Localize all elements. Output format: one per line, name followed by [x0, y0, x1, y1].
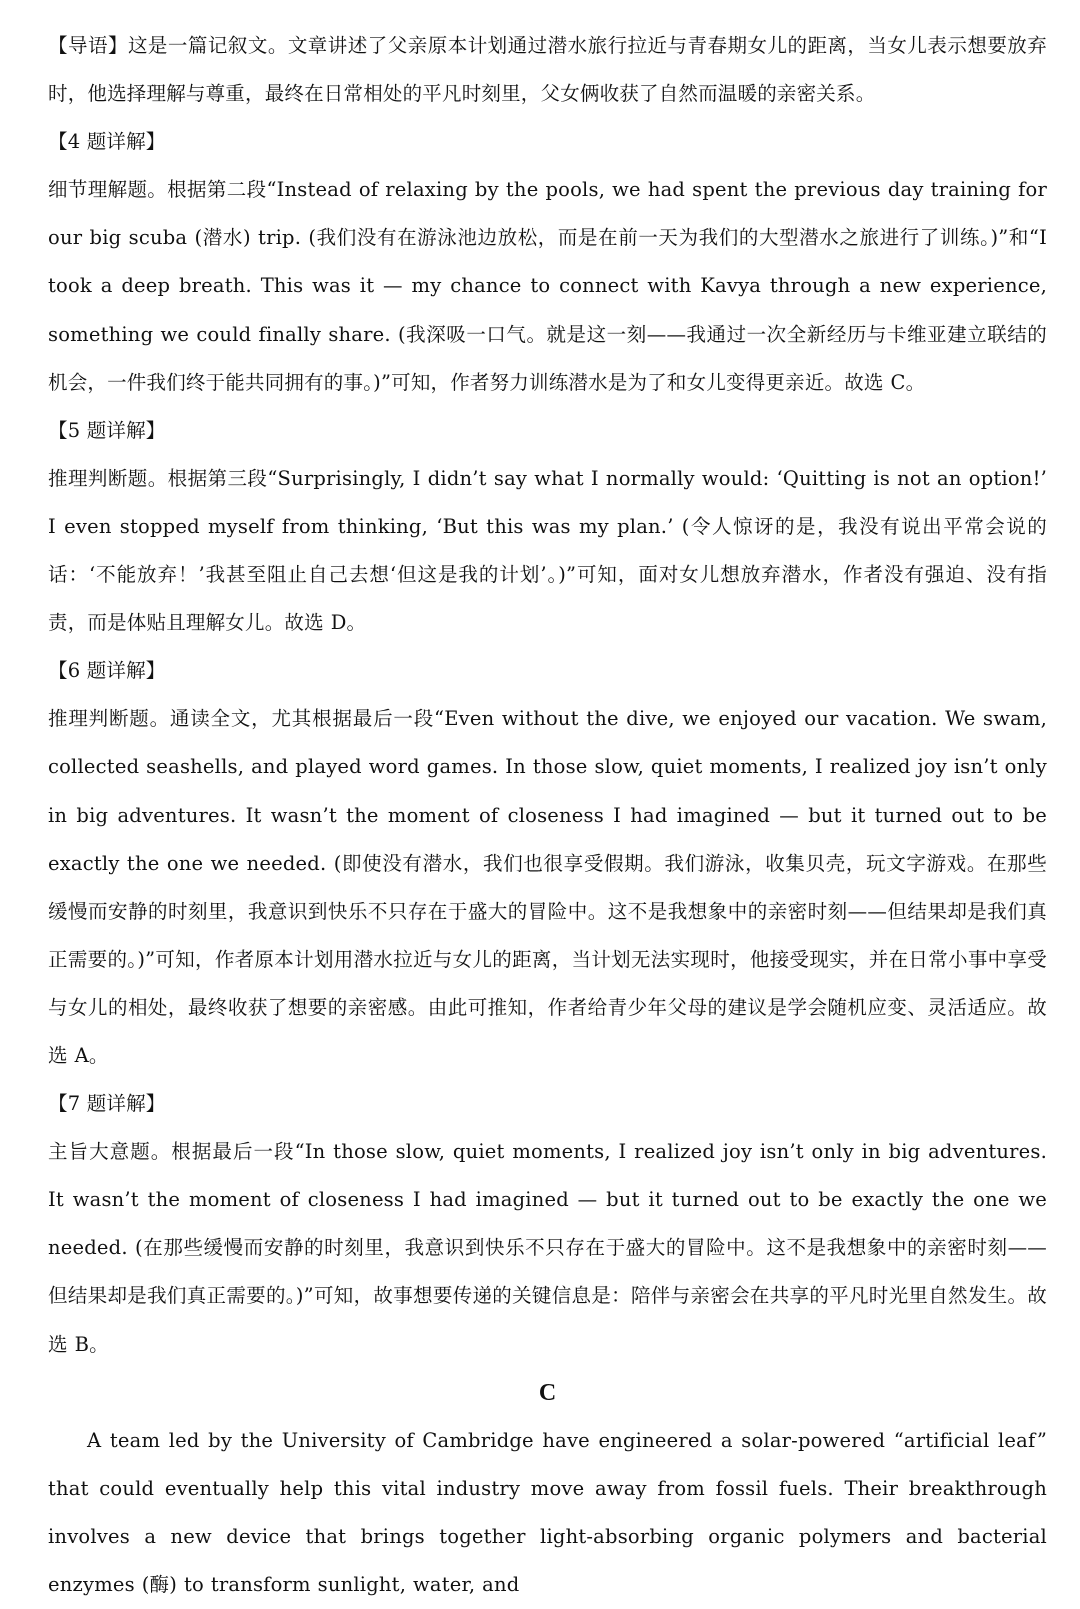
question-7-heading: 【7 题详解】	[48, 1092, 166, 1116]
document-page	[48, 22, 1047, 1609]
question-6-heading: 【6 题详解】	[48, 659, 166, 683]
question-4-explanation: 细节理解题。根据第二段“Instead of relaxing by the pools, we had spent the previous day training for our big scuba (潜水) trip. (我们没有在游泳池边放松，而是在前一天为我们的大型潜水之旅进行了训练。)”和“I took a deep breath. This was it — my chance to connect with Kavya through a new experience, something we could finally share. (我深吸一口气。就是这一刻——我通过一次全新经历与卡维亚建立联结的机会，一件我们终于能共同拥有的事。)”可知，作者努力训练潜水是为了和女儿变得更亲近。故选 C。	[48, 178, 1047, 394]
question-6-explanation: 推理判断题。通读全文，尤其根据最后一段“Even without the dive, we enjoyed our vacation. We swam, collected seashells, and played word games. In those slow, quiet moments, I realized joy isn’t only in big adventures. It wasn’t the moment of closeness I had imagined — but it turned out to be exactly the one we needed. (即使没有潜水，我们也很享受假期。我们游泳，收集贝壳，玩文字游戏。在那些缓慢而安静的时刻里，我意识到快乐不只存在于盛大的冒险中。这不是我想象中的亲密时刻——但结果却是我们真正需要的。)”可知，作者原本计划用潜水拉近与女儿的距离，当计划无法实现时，他接受现实，并在日常小事中享受与女儿的相处，最终收获了想要的亲密感。由此可推知，作者给青少年父母的建议是学会随机应变、灵活适应。故选 A。	[48, 707, 1047, 1067]
section-c-passage: A team led by the University of Cambridge have engineered a solar-powered “artificial leaf” that could eventually help this vital industry move away from fossil fuels. Their breakthrough involves a new device that brings together light-absorbing organic polymers and bacterial enzymes (酶) to transform sunlight, water, and	[48, 1428, 1047, 1596]
section-c-title: C	[538, 1379, 557, 1406]
question-7-explanation: 主旨大意题。根据最后一段“In those slow, quiet moments, I realized joy isn’t only in big adventures. It wasn’t the moment of closeness I had imagined — but it turned out to be exactly the one we needed. (在那些缓慢而安静的时刻里，我意识到快乐不只存在于盛大的冒险中。这不是我想象中的亲密时刻——但结果却是我们真正需要的。)”可知，故事想要传递的关键信息是：陪伴与亲密会在共享的平凡时光里自然发生。故选 B。	[48, 1140, 1047, 1356]
intro-paragraph: 【导语】这是一篇记叙文。文章讲述了父亲原本计划通过潜水旅行拉近与青春期女儿的距离，当女儿表示想要放弃时，他选择理解与尊重，最终在日常相处的平凡时刻里，父女俩收获了自然而温暖的亲密关系。	[48, 34, 1047, 106]
question-5-explanation: 推理判断题。根据第三段“Surprisingly, I didn’t say what I normally would: ‘Quitting is not an option!’ I even stopped myself from thinking, ‘But this was my plan.’ (令人惊讶的是，我没有说出平常会说的话：‘不能放弃！’我甚至阻止自己去想‘但这是我的计划’。)”可知，面对女儿想放弃潜水，作者没有强迫、没有指责，而是体贴且理解女儿。故选 D。	[48, 466, 1047, 635]
question-4-heading: 【4 题详解】	[48, 130, 166, 154]
question-5-heading: 【5 题详解】	[48, 418, 166, 442]
